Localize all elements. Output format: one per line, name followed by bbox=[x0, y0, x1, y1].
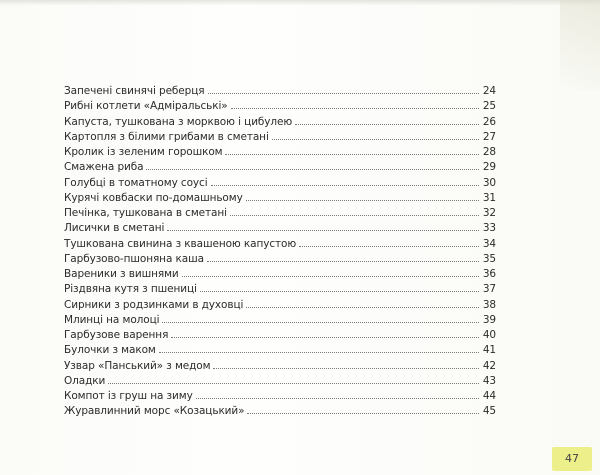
toc-entry-title: Смажена риба bbox=[64, 161, 144, 174]
toc-leader-dots bbox=[230, 206, 479, 216]
toc-entry-title: Тушкована свинина з квашеною капустою bbox=[64, 237, 297, 250]
toc-entry-title: Млинці на молоці bbox=[64, 313, 160, 326]
toc-entry-page: 31 bbox=[482, 191, 496, 204]
toc-entry-page: 40 bbox=[482, 329, 496, 341]
toc-entry bbox=[64, 115, 496, 130]
toc-entry-title: Печінка, тушкована в сметані bbox=[64, 207, 227, 219]
toc-leader-dots bbox=[225, 145, 479, 155]
toc-entry-page: 34 bbox=[482, 237, 496, 250]
toc-entry-page: 24 bbox=[482, 85, 496, 97]
toc-leader-dots bbox=[295, 115, 479, 125]
toc-entry bbox=[64, 359, 496, 374]
toc-entry-title: Оладки bbox=[64, 374, 106, 387]
toc-entry-page: 25 bbox=[482, 100, 496, 113]
toc-entry bbox=[64, 84, 496, 99]
toc-entry-title: Рибні котлети «Адміральські» bbox=[64, 100, 228, 113]
toc-entry-title: Гарбузово-пшоняна каша bbox=[64, 252, 204, 265]
toc-entry bbox=[64, 313, 496, 328]
toc-leader-dots bbox=[182, 267, 479, 277]
toc-leader-dots bbox=[162, 313, 479, 323]
toc-entry-page: 33 bbox=[482, 222, 496, 235]
toc-entry-page: 41 bbox=[482, 344, 496, 357]
toc-entry-page: 28 bbox=[482, 146, 496, 158]
toc-entry-title: Журавлинний морс «Козацький» bbox=[64, 405, 245, 418]
toc-entry bbox=[64, 282, 496, 297]
toc-entry bbox=[64, 160, 496, 175]
toc-entry bbox=[64, 404, 496, 419]
toc-entry-title: Капуста, тушкована з морквою і цибулею bbox=[64, 115, 293, 128]
page-top-shadow bbox=[0, 0, 600, 6]
toc-leader-dots bbox=[299, 237, 479, 247]
toc-leader-dots bbox=[108, 374, 479, 384]
toc-leader-dots bbox=[196, 389, 479, 399]
toc-entry-page: 32 bbox=[482, 207, 496, 219]
page-corner-shade bbox=[560, 0, 600, 90]
toc-entry bbox=[64, 191, 496, 206]
toc-entry bbox=[64, 252, 496, 267]
toc-entry-title: Запечені свинячі реберця bbox=[64, 85, 205, 97]
toc-entry-page: 44 bbox=[482, 390, 496, 402]
toc-entry-page: 27 bbox=[482, 130, 496, 143]
toc-entry bbox=[64, 237, 496, 252]
toc-entry-page: 38 bbox=[482, 298, 496, 311]
toc-leader-dots bbox=[211, 176, 479, 186]
toc-entry bbox=[64, 298, 496, 313]
toc-leader-dots bbox=[246, 191, 479, 201]
toc-entry-title: Курячі ковбаски по-домашньому bbox=[64, 191, 243, 204]
toc-entry-title: Компот із груш на зиму bbox=[64, 390, 193, 402]
toc-leader-dots bbox=[171, 328, 479, 338]
toc-entry-page: 37 bbox=[482, 283, 496, 296]
toc-entry bbox=[64, 328, 496, 343]
toc-entry-page: 45 bbox=[482, 405, 496, 418]
toc-leader-dots bbox=[213, 359, 479, 369]
toc-entry-title: Лисички в сметані bbox=[64, 222, 165, 235]
toc-entry bbox=[64, 343, 496, 358]
toc-entry bbox=[64, 130, 496, 145]
page-number: 47 bbox=[565, 452, 579, 465]
toc-leader-dots bbox=[247, 404, 479, 414]
toc-entry-title: Голубці в томатному соусі bbox=[64, 176, 208, 189]
toc-entry-title: Кролик із зеленим горошком bbox=[64, 146, 223, 158]
toc-entry-title: Сирники з родзинками в духовці bbox=[64, 298, 244, 311]
toc-entry-page: 26 bbox=[482, 115, 496, 128]
toc-entry bbox=[64, 99, 496, 114]
toc-leader-dots bbox=[200, 282, 479, 292]
toc-leader-dots bbox=[272, 130, 479, 140]
toc-entry-page: 29 bbox=[482, 161, 496, 174]
toc-entry bbox=[64, 221, 496, 236]
toc-leader-dots bbox=[159, 343, 479, 353]
toc-leader-dots bbox=[167, 221, 479, 231]
toc-entry bbox=[64, 267, 496, 282]
toc-entry-page: 36 bbox=[482, 268, 496, 280]
toc-entry-title: Картопля з білими грибами в сметані bbox=[64, 130, 269, 143]
toc-leader-dots bbox=[246, 298, 479, 308]
toc-entry-title: Вареники з вишнями bbox=[64, 268, 179, 280]
toc-entry-page: 35 bbox=[482, 252, 496, 265]
toc-entry-page: 42 bbox=[482, 359, 496, 372]
toc-leader-dots bbox=[231, 99, 479, 109]
toc-entry-page: 30 bbox=[482, 176, 496, 189]
toc-entry bbox=[64, 389, 496, 404]
toc-entry bbox=[64, 176, 496, 191]
toc-entry bbox=[64, 374, 496, 389]
toc-entry-title: Гарбузове варення bbox=[64, 329, 169, 341]
toc-entry-page: 43 bbox=[482, 374, 496, 387]
toc-leader-dots bbox=[207, 252, 479, 262]
toc-entry-title: Булочки з маком bbox=[64, 344, 156, 357]
table-of-contents bbox=[64, 84, 496, 420]
toc-entry-title: Різдвяна кутя з пшениці bbox=[64, 283, 197, 296]
toc-entry bbox=[64, 145, 496, 160]
toc-entry-title: Узвар «Панський» з медом bbox=[64, 359, 211, 372]
toc-entry-page: 39 bbox=[482, 313, 496, 326]
toc-leader-dots bbox=[208, 84, 480, 94]
toc-entry bbox=[64, 206, 496, 221]
toc-leader-dots bbox=[146, 160, 479, 170]
